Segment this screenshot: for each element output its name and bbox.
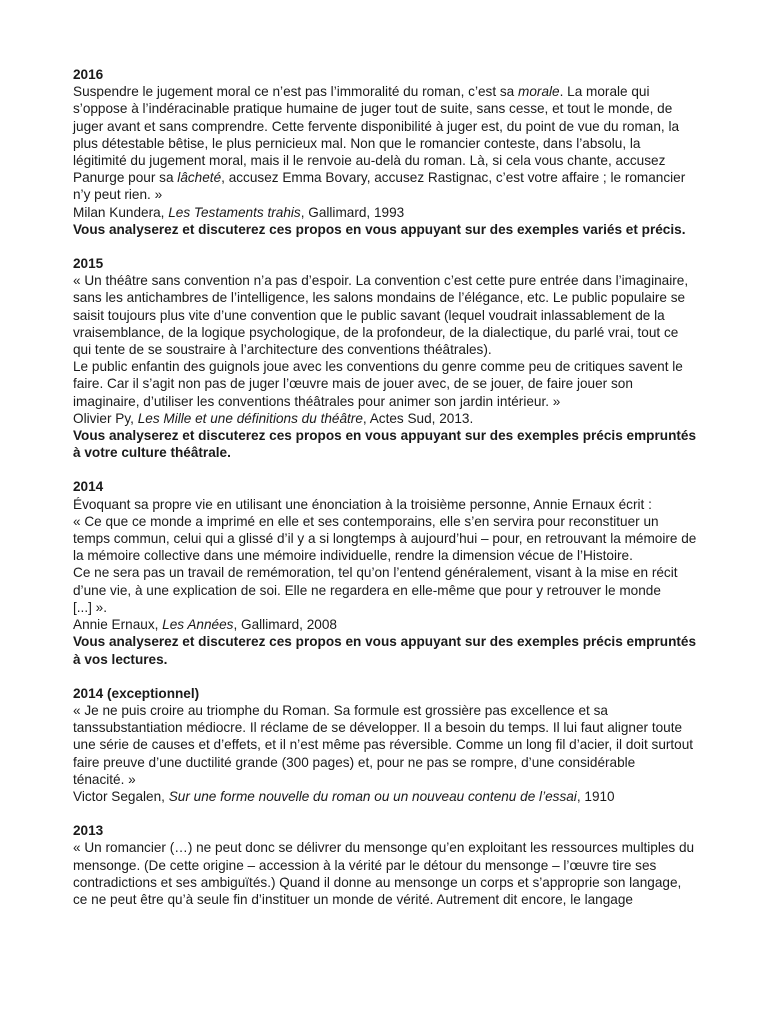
section-2015 [73,255,703,461]
emphasis: morale [518,84,560,100]
text-line: légitimité du jugement moral, mais il le renvoie au-delà du roman. Là, si cela vous chante, accusez [73,153,666,169]
citation-publisher: , Gallimard, 2008 [233,617,337,633]
text-segment: , accusez Emma Bovary, accusez Rastignac, c’est votre affaire ; le romancier [221,170,686,186]
text-segment: . La morale qui [559,84,650,100]
citation-author: Olivier Py, [73,410,138,426]
text-line: Évoquant sa propre vie en utilisant une énonciation à la troisième personne, Annie Ernaux écrit : [73,496,652,512]
instruction: à votre culture théâtrale. [73,445,231,461]
citation-work: Les Années [162,617,234,633]
text-line: d’une vie, à une explication de soi. Elle ne regardera en elle-même que pour y retrouver le monde [73,582,661,598]
text-line: n’y peut rien. » [73,187,163,203]
text-line: mensonge. (De cette origine – accession à la vérité par le détour du mensonge – l’œuvre tire ses [73,857,657,873]
text-line: faire preuve d’une ductilité grande (300 pages) et, pour ne pas se rompre, d’une considérable [73,754,636,770]
text-line: « Un romancier (…) ne peut donc se délivrer du mensonge qu’en exploitant les ressources multiples du [73,840,695,856]
text-line: la mémoire collective dans une mémoire individuelle, rendre la dimension vécue de l’Histoire. [73,548,633,564]
section-2016 [73,66,703,238]
text-line: s’oppose à l’indéracinable pratique humaine de juger tout de suite, sans cesse, et tout le monde, de [73,101,673,117]
text-line: temps commun, celui qui a glissé d’il y a si longtemps à aujourd’hui – pour, en retrouvant la mémoire de [73,531,697,547]
text-line: « Je ne puis croire au triomphe du Roman. Sa formule est grossière pas excellence et sa [73,702,608,718]
instruction: à vos lectures. [73,651,168,667]
section-year: 2014 (exceptionnel) [73,685,200,701]
text-line: contradictions et ses ambiguïtés.) Quand il donne au mensonge un corps et s’approprie son langage, [73,874,682,890]
text-line: faire. Car il s’agit non pas de juger l’œuvre mais de jouer avec, de se jouer, de faire jouer son [73,376,633,392]
citation-publisher: , Gallimard, 1993 [300,204,405,220]
citation-publisher: , Actes Sud, 2013. [362,410,474,426]
citation-author: Milan Kundera, [73,204,169,220]
section-year: 2016 [73,67,104,82]
text-line: une série de causes et d’effets, et il n’est même pas réversible. Comme un long fil d’acier, il doit surtout [73,737,694,753]
text-line: qui tente de se soustraire à l’architecture des conventions théâtrales). [73,342,492,358]
section-year: 2015 [73,256,104,272]
section-2014-exceptionnel [73,685,703,805]
text-line: « Ce que ce monde a imprimé en elle et ses contemporains, elle s’en servira pour reconstituer un [73,513,659,529]
instruction: Vous analyserez et discuterez ces propos en vous appuyant sur des exemples variés et précis. [73,221,686,237]
text-line [73,169,703,186]
document-page [73,66,703,925]
section-2014 [73,478,703,667]
text-line: saisit toujours plus vite d’une convention que le public savant (lequel voudrait inlassablement de la [73,307,665,323]
instruction: Vous analyserez et discuterez ces propos en vous appuyant sur des exemples précis empruntés [73,634,697,650]
text-line: imaginaire, d’utiliser les conventions théâtrales pour animer son jardin intérieur. » [73,393,561,409]
text-line: Le public enfantin des guignols joue avec les conventions du genre comme peu de critiques savent le [73,359,683,375]
text-line: ténacité. » [73,771,136,787]
section-2013 [73,822,703,908]
citation [73,788,703,805]
text-line: ce ne peut être qu’à seule fin d’instituer un monde de vérité. Autrement dit encore, le langage [73,891,633,907]
section-year: 2014 [73,479,104,495]
citation-work: Sur une forme nouvelle du roman ou un nouveau contenu de l’essai [168,788,577,804]
text-line: plus détestable bêtise, le plus pernicieux mal. Non que le romancier conteste, dans l’absolu, la [73,135,641,151]
text-line: juger avant et sans comprendre. Cette fervente disponibilité à juger est, du point de vue du roman, la [73,118,680,134]
citation-publisher: , 1910 [576,788,615,804]
citation-author: Victor Segalen, [73,788,169,804]
instruction: Vous analyserez et discuterez ces propos en vous appuyant sur des exemples précis empruntés [73,428,697,444]
citation [73,616,703,633]
text-segment: Suspendre le jugement moral ce n’est pas l’immoralité du roman, c’est sa [73,84,519,100]
text-line: vraisemblance, de la logique psychologique, de la profondeur, de la dialectique, du parlé vrai, tout ce [73,324,679,340]
text-line: [...] ». [73,599,107,615]
text-segment: Panurge pour sa [73,170,178,186]
section-year: 2013 [73,823,104,839]
text-line: Ce ne sera pas un travail de remémoration, tel qu’on l’entend généralement, visant à la mise en récit [73,565,678,581]
text-line [73,83,703,100]
text-line: sans les antichambres de l’intelligence, les salons mondains de l’élégance, etc. Le public populaire se [73,290,686,306]
citation-work: Les Mille et une définitions du théâtre [137,410,363,426]
text-line: tanssubstantiation médiocre. Il réclame de se développer. Il a besoin du temps. Il lui faut aligner toute [73,720,683,736]
citation [73,204,703,221]
text-line: « Un théâtre sans convention n’a pas d’espoir. La convention c’est cette pure entrée dans l’imaginaire, [73,273,689,289]
citation-work: Les Testaments trahis [168,204,301,220]
emphasis: lâcheté [177,170,222,186]
citation-author: Annie Ernaux, [73,617,163,633]
citation [73,410,703,427]
